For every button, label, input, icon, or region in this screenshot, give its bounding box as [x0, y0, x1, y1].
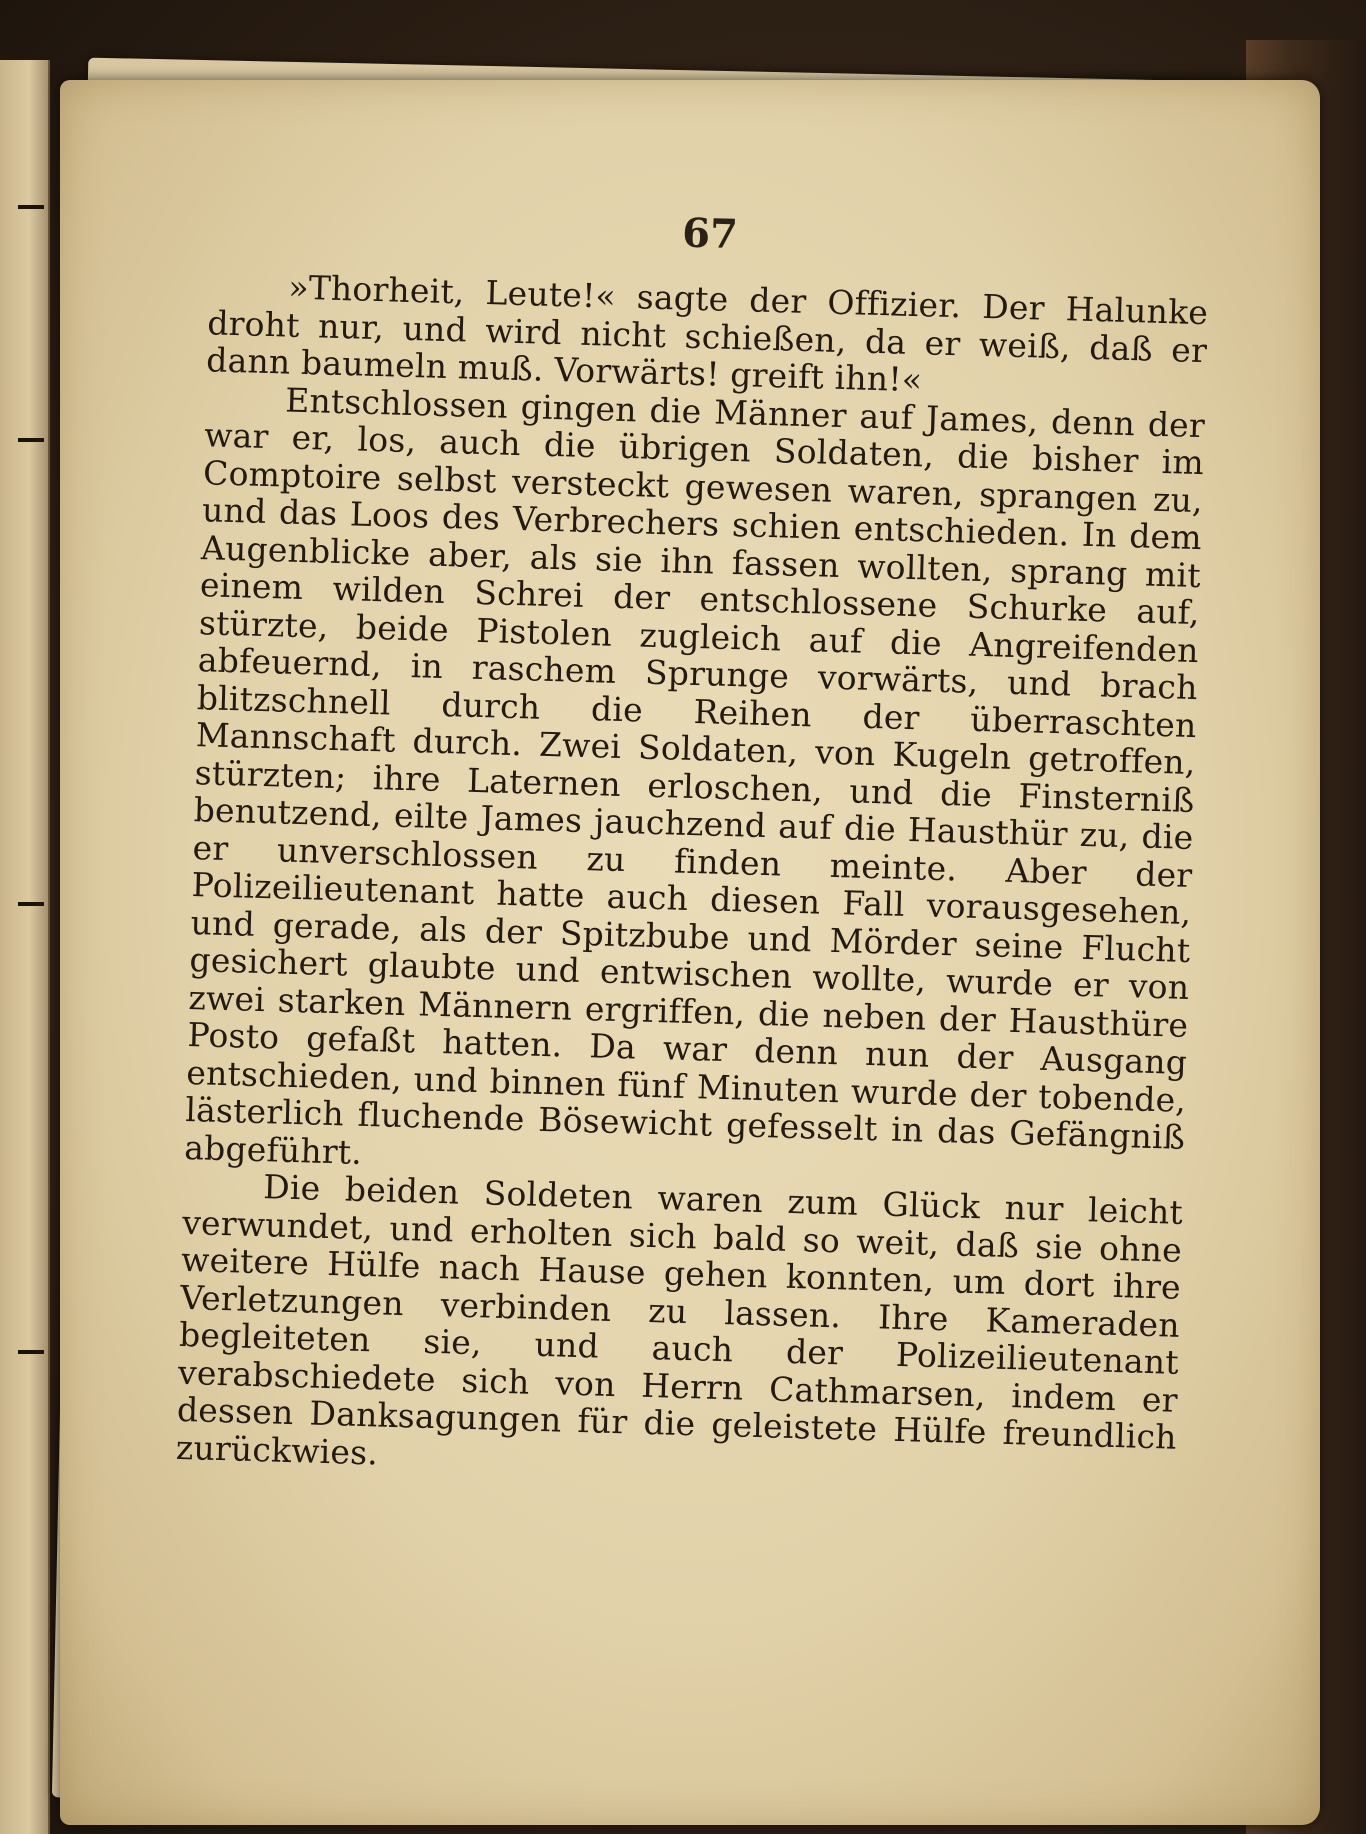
page-content [60, 80, 1320, 1825]
previous-page-edge [0, 60, 50, 1834]
paragraph: Die beiden Soldeten waren zum Glück nur leicht verwundet, und erholten sich bald so weit, daß sie ohne weitere Hülfe nach Hause gehen konnten, um dort ihre Verletzungen verbinden zu lassen. Ihre Kameraden begleiteten sie, und auch der Polizeilieutenant verabschiedete sich von Herrn Cathmarsen, indem er dessen Danksagungen für die geleistete Hülfe freundlich zurückwies. [175, 1167, 1184, 1472]
binding-mark [18, 1350, 44, 1354]
binding-mark [18, 205, 44, 209]
body-text [175, 266, 1208, 1493]
page-number: 67 [681, 209, 739, 259]
binding-mark [18, 438, 44, 442]
paragraph: »Thorheit, Leute!« sagte der Offizier. Der Halunke droht nur, und wird nicht schießen, da er weiß, daß er dann baumeln muß. Vorwärts! greift ihn!« [205, 267, 1209, 400]
paragraph: Entschlossen gingen die Männer auf James, denn der war er, los, auch die übrigen Soldaten, die bisher im Comptoire selbst versteckt gewesen waren, sprangen zu, und das Loos des Verbrechers schien entschieden. In dem Augenblicke aber, als sie ihn fassen wollten, sprang mit einem wilden Schrei der entschlossene Schurke auf, stürzte, beide Pistolen zugleich auf die Angreifenden abfeuernd, in raschem Sprunge vorwärts, und brach blitzschnell durch die Reihen der überraschten Mannschaft durch. Zwei Soldaten, von Kugeln getroffen, stürzten; ihre Laternen erloschen, und die Finsterniß benutzend, eilte James jauchzend auf die Hausthür zu, die er unverschlossen zu finden meinte. Aber der Polizeilieutenant hatte auch diesen Fall vorausgesehen, und gerade, als der Spitzbube und Mörder seine Flucht gesichert glaubte und entwischen wollte, wurde er von zwei starken Männern ergriffen, die neben der Hausthüre Posto gefaßt hatten. Da war denn nun der Ausgang entschieden, und binnen fünf Minuten wurde der tobende, lästerlich fluchende Bösewicht gefesselt in das Gefängniß abgeführt. [183, 379, 1206, 1172]
binding-mark [18, 902, 44, 906]
book-page [60, 80, 1320, 1825]
